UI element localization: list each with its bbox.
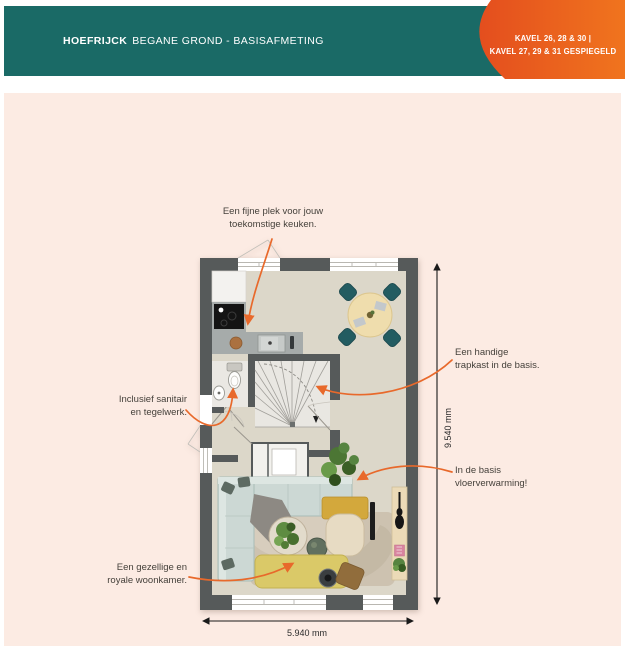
brand-name: HOEFRIJCK — [63, 35, 128, 47]
width-dimension-label: 5.940 mm — [286, 628, 328, 638]
floor-plan — [180, 230, 445, 648]
floor-lamp — [370, 502, 375, 540]
fruit-bowl — [230, 337, 242, 349]
page-subtitle: BEGANE GROND - BASISAFMETING — [132, 35, 324, 47]
kavel-line2: KAVEL 27, 29 & 31 GESPIEGELD — [489, 46, 617, 56]
kitchen-note: Een fijne plek voor jouw toekomstige keuken. — [222, 206, 324, 230]
armchair — [322, 497, 368, 556]
living-room-note: Een gezellige en royale woonkamer. — [107, 562, 187, 586]
depth-dimension-label: 9.540 mm — [443, 407, 453, 449]
page-title — [63, 6, 324, 76]
sanitary-note: Inclusief sanitair en tegelwerk. — [118, 394, 187, 418]
heating-note: In de basis vloerverwarming! — [455, 465, 528, 489]
kavel-label — [487, 33, 619, 58]
cooktop — [214, 304, 244, 329]
kavel-line1: KAVEL 26, 28 & 30 | — [514, 34, 592, 43]
sideboard — [392, 487, 407, 580]
staircase-note: Een handige trapkast in de basis. — [455, 347, 540, 371]
